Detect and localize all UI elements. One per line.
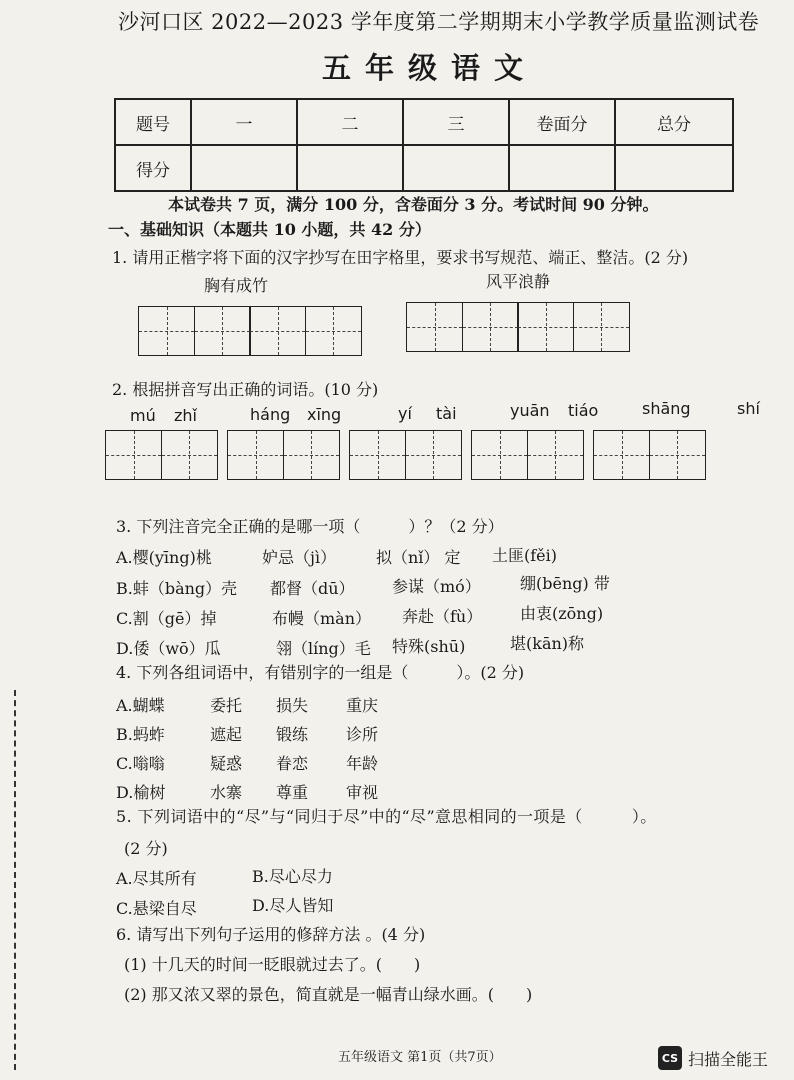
- tianzige-cell[interactable]: [349, 430, 406, 480]
- score-input-cell[interactable]: [297, 145, 403, 191]
- tianzige-cell[interactable]: [249, 306, 306, 356]
- pinyin: háng: [250, 405, 291, 424]
- tianzige-cell[interactable]: [462, 302, 519, 352]
- pinyin: zhǐ: [174, 406, 197, 425]
- option: 诊所: [346, 725, 379, 744]
- pinyin-answer-row[interactable]: [105, 430, 704, 480]
- option: 由衷(zōng): [520, 604, 604, 623]
- question-3: 3. 下列注音完全正确的是哪一项（ ）？（2 分）: [116, 517, 504, 536]
- score-cell: 一: [191, 99, 297, 145]
- option[interactable]: B.蚂蚱: [116, 725, 165, 744]
- camscanner-logo-icon: CS: [658, 1046, 682, 1070]
- score-cell: 卷面分: [509, 99, 615, 145]
- tianzige-cell[interactable]: [593, 430, 650, 480]
- tianzige-cell[interactable]: [105, 430, 162, 480]
- question-6: 6. 请写出下列句子运用的修辞方法 。(4 分): [116, 925, 426, 944]
- score-table: [114, 98, 734, 192]
- score-input-cell[interactable]: [509, 145, 615, 191]
- tianzige-grid[interactable]: [138, 306, 360, 356]
- tianzige-cell[interactable]: [161, 430, 218, 480]
- pinyin: yí: [398, 404, 412, 423]
- option: 土匪(fěi): [492, 546, 557, 565]
- tianzige-cell[interactable]: [305, 306, 362, 356]
- scanner-watermark: [658, 1046, 768, 1070]
- pinyin: xīng: [307, 405, 342, 424]
- tianzige-cell[interactable]: [227, 430, 284, 480]
- tianzige-cell[interactable]: [517, 302, 574, 352]
- tianzige-cell[interactable]: [405, 430, 462, 480]
- option: 妒忌（jì）: [262, 548, 337, 567]
- binding-line: [0, 690, 16, 1070]
- option[interactable]: B.尽心尽力: [252, 867, 333, 886]
- question-5: 5. 下列词语中的“尽”与“同归于尽”中的“尽”意思相同的一项是（ ）。: [116, 807, 657, 826]
- option: 特殊(shū): [392, 637, 466, 656]
- option: 拟（nǐ） 定: [376, 548, 461, 567]
- exam-header: 沙河口区 2022—2023 学年度第二学期期末小学教学质量监测试卷: [118, 10, 760, 34]
- copy-word: 风平浪静: [486, 272, 551, 291]
- option: 损失: [276, 696, 309, 715]
- option[interactable]: D.倭（wō）瓜: [116, 639, 221, 658]
- score-cell: 二: [297, 99, 403, 145]
- pinyin: tài: [436, 404, 457, 423]
- option: 重庆: [346, 696, 379, 715]
- tianzige-cell[interactable]: [194, 306, 251, 356]
- score-cell: 题号: [115, 99, 191, 145]
- question-item: (1) 十几天的时间一眨眼就过去了。( ): [124, 955, 421, 974]
- option: 堪(kān)称: [510, 634, 585, 653]
- tianzige-cell[interactable]: [573, 302, 630, 352]
- score-cell: 三: [403, 99, 509, 145]
- question-item: (2) 那又浓又翠的景色，简直就是一幅青山绿水画。( ): [124, 985, 533, 1004]
- option: 参谋（mó）: [392, 577, 481, 596]
- tianzige-cell[interactable]: [138, 306, 195, 356]
- option: 疑惑: [210, 754, 243, 773]
- option: 都督（dū）: [270, 579, 355, 598]
- option: 翎（líng）毛: [276, 639, 371, 658]
- option: 尊重: [276, 783, 309, 802]
- option[interactable]: A.尽其所有: [116, 869, 197, 888]
- score-cell: 总分: [615, 99, 733, 145]
- exam-title: 五年级语文: [322, 51, 538, 85]
- option[interactable]: C.割（gē）掉: [116, 609, 217, 628]
- tianzige-cell[interactable]: [406, 302, 463, 352]
- option[interactable]: D.尽人皆知: [252, 896, 334, 915]
- pinyin: mú: [130, 406, 156, 425]
- option: 审视: [346, 783, 379, 802]
- question-1: 1. 请用正楷字将下面的汉字抄写在田字格里，要求书写规范、端正、整洁。(2 分): [112, 248, 689, 267]
- option[interactable]: A.蝴蝶: [116, 696, 165, 715]
- pinyin: yuān: [510, 401, 550, 420]
- option: 绷(bēng) 带: [520, 574, 610, 593]
- tianzige-cell[interactable]: [283, 430, 340, 480]
- scanner-name: 扫描全能王: [688, 1049, 769, 1069]
- exam-note: 本试卷共 7 页，满分 100 分，含卷面分 3 分。考试时间 90 分钟。: [168, 195, 659, 214]
- option[interactable]: D.榆树: [116, 783, 166, 802]
- pinyin: tiáo: [568, 401, 599, 420]
- option: 遮起: [210, 725, 243, 744]
- section-heading: 一、基础知识（本题共 10 小题，共 42 分）: [108, 220, 431, 239]
- pinyin: shāng: [642, 399, 691, 418]
- tianzige-grid[interactable]: [406, 302, 628, 352]
- option: 布幔（màn）: [272, 609, 372, 628]
- score-cell: 得分: [115, 145, 191, 191]
- page-footer: 五年级语文 第1页（共7页）: [338, 1050, 502, 1065]
- question-2: 2. 根据拼音写出正确的词语。(10 分): [112, 380, 379, 399]
- pinyin: shí: [737, 399, 760, 418]
- question-4: 4. 下列各组词语中，有错别字的一组是（ ）。(2 分): [116, 663, 525, 682]
- question-score: (2 分): [124, 839, 168, 858]
- option: 水寨: [210, 783, 243, 802]
- tianzige-cell[interactable]: [471, 430, 528, 480]
- copy-word: 胸有成竹: [204, 276, 269, 295]
- option: 眷恋: [276, 754, 309, 773]
- option[interactable]: C.嗡嗡: [116, 754, 165, 773]
- option[interactable]: A.樱(yīng)桃: [116, 548, 212, 567]
- score-input-cell[interactable]: [191, 145, 297, 191]
- option: 锻练: [276, 725, 309, 744]
- score-input-cell[interactable]: [403, 145, 509, 191]
- tianzige-cell[interactable]: [527, 430, 584, 480]
- option: 委托: [210, 696, 243, 715]
- tianzige-cell[interactable]: [649, 430, 706, 480]
- option: 奔赴（fù）: [402, 607, 483, 626]
- option: 年龄: [346, 754, 379, 773]
- option[interactable]: C.悬梁自尽: [116, 899, 197, 918]
- score-input-cell[interactable]: [615, 145, 733, 191]
- option[interactable]: B.蚌（bàng）壳: [116, 579, 238, 598]
